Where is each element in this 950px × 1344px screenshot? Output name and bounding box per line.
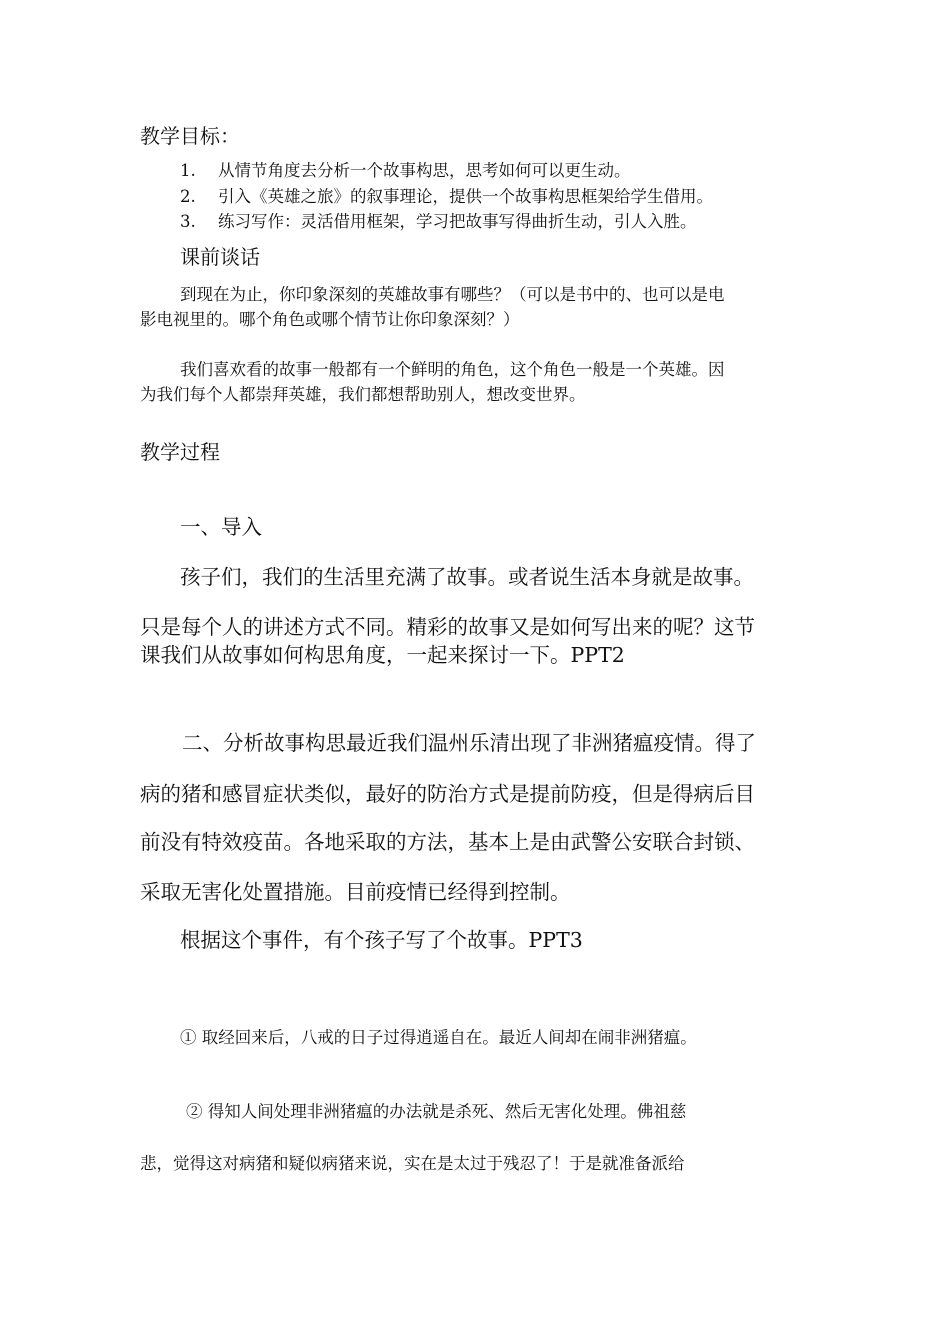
paragraph-line: 只是每个人的讲述方式不同。精彩的故事又是如何写出来的呢？这节 xyxy=(140,615,755,639)
objectives-heading: 教学目标： xyxy=(140,124,240,148)
objective-text: 引入《英雄之旅》的叙事理论，提供一个故事构思框架给学生借用。 xyxy=(218,187,713,206)
process-heading: 教学过程 xyxy=(140,440,220,464)
paragraph-line: 课我们从故事如何构思角度，一起来探讨一下。PPT2 xyxy=(140,643,625,667)
paragraph-line: 根据这个事件，有个孩子写了个故事。PPT3 xyxy=(180,928,583,952)
paragraph-line: 我们喜欢看的故事一般都有一个鲜明的角色，这个角色一般是一个英雄。因 xyxy=(180,360,725,379)
story-line: 悲，觉得这对病猪和疑似病猪来说，实在是太过于残忍了！于是就准备派给 xyxy=(140,1154,685,1173)
objective-number: 2. xyxy=(180,187,196,206)
paragraph-line: 孩子们，我们的生活里充满了故事。或者说生活本身就是故事。 xyxy=(180,565,754,589)
objective-text: 练习写作：灵活借用框架，学习把故事写得曲折生动，引人入胜。 xyxy=(218,212,697,231)
story-item: ② 得知人间处理非洲猪瘟的办法就是杀死、然后无害化处理。佛祖慈 xyxy=(186,1102,687,1121)
paragraph-line: 到现在为止，你印象深刻的英雄故事有哪些？（可以是书中的、也可以是电 xyxy=(180,285,725,304)
paragraph-line: 采取无害化处置措施。目前疫情已经得到控制。 xyxy=(140,880,571,904)
paragraph-line: 影电视里的。哪个角色或哪个情节让你印象深刻？） xyxy=(140,310,520,329)
pre-talk-heading: 课前谈话 xyxy=(180,245,260,269)
objective-number: 1. xyxy=(180,161,196,180)
paragraph-line: 前没有特效疫苗。各地采取的方法，基本上是由武警公安联合封锁、 xyxy=(140,830,755,854)
story-item: ① 取经回来后，八戒的日子过得逍遥自在。最近人间却在闹非洲猪瘟。 xyxy=(180,1028,697,1047)
paragraph-line: 二、分析故事构思最近我们温州乐清出现了非洲猪瘟疫情。得了 xyxy=(182,731,756,755)
objective-text: 从情节角度去分析一个故事构思，思考如何可以更生动。 xyxy=(218,161,631,180)
section-heading: 一、导入 xyxy=(180,515,262,539)
paragraph-line: 为我们每个人都崇拜英雄，我们都想帮助别人，想改变世界。 xyxy=(140,385,586,404)
objective-item xyxy=(180,212,697,232)
objective-number: 3. xyxy=(180,212,196,231)
objective-item xyxy=(180,161,631,181)
paragraph-line: 病的猪和感冒症状类似，最好的防治方式是提前防疫，但是得病后目 xyxy=(140,782,755,806)
objective-item xyxy=(180,187,713,207)
